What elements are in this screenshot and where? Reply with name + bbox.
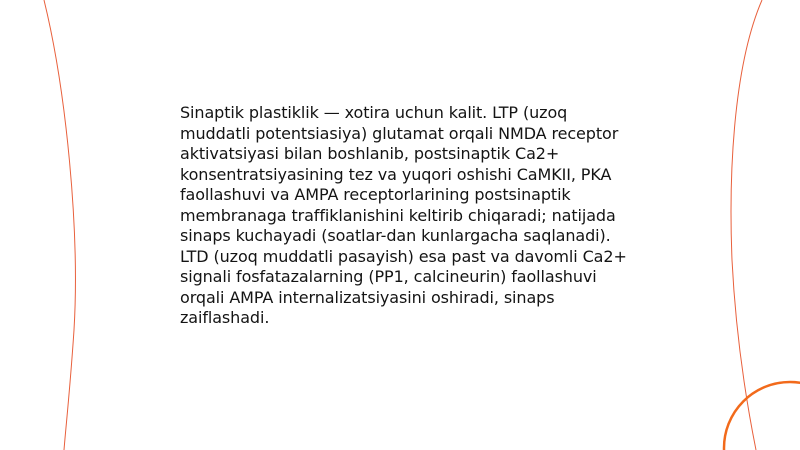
left-thin-curve xyxy=(44,0,75,450)
orange-ring-accent xyxy=(724,382,800,450)
right-thin-curve xyxy=(731,0,762,450)
body-text: Sinaptik plastiklik — xotira uchun kalit. LTP (uzoq muddatli potentsiasiya) glutamat orqali NMDA receptor aktivatsiyasi bilan boshlanib, postsinaptik Ca2+ konsentratsiyasining tez va yuqori oshishi CaMKII, PKA faollashuvi va AMPA receptorlarining postsinaptik membranaga traffiklanishini keltirib chiqaradi; natijada sinaps kuchayadi (soatlar-dan kunlargacha saqlanadi). LTD (uzoq muddatli pasayish) esa past va davomli Ca2+ signali fosfatazalarning (PP1, calcineurin) faollashuvi orqali AMPA internalizatsiyasini oshiradi, sinaps zaiflashadi. xyxy=(180,103,627,327)
